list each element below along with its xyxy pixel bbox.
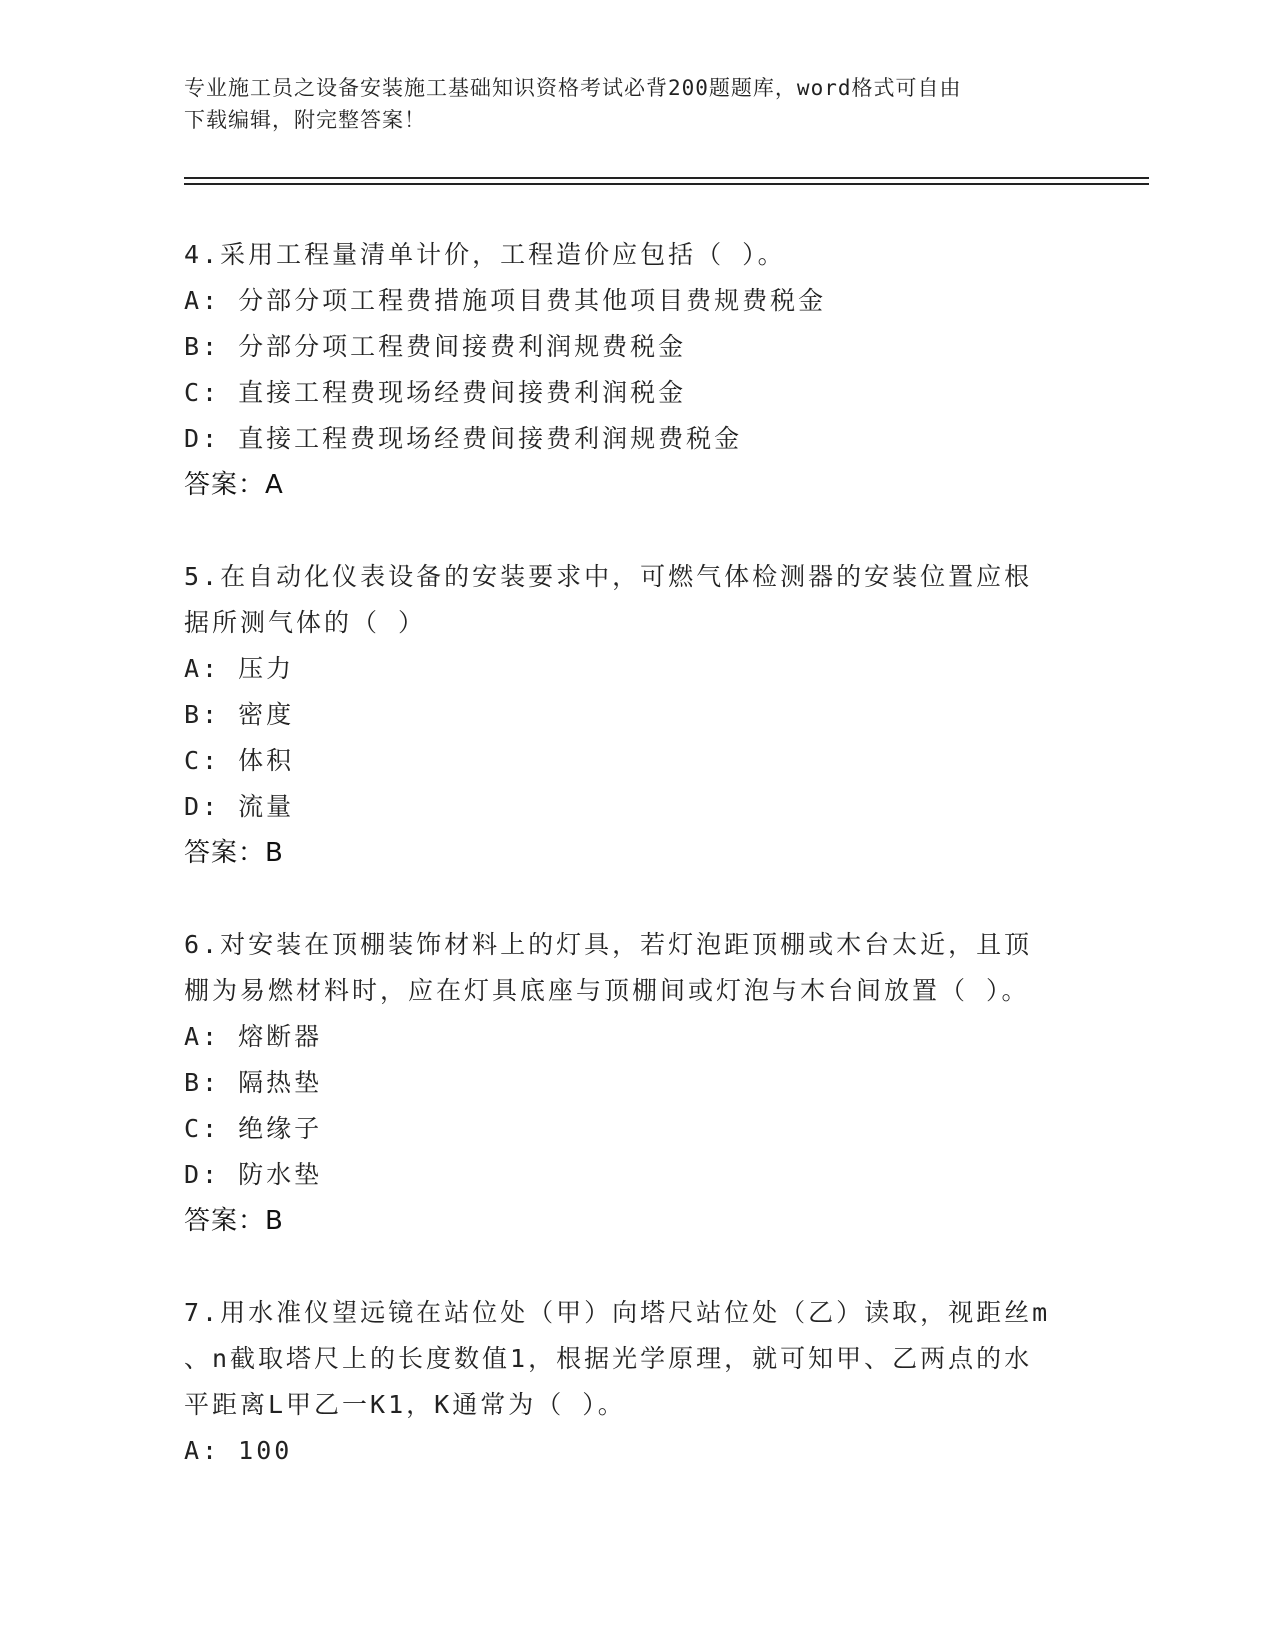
option-a: A: 分部分项工程费措施项目费其他项目费规费税金 — [184, 286, 827, 315]
option-b: B: 分部分项工程费间接费利润规费税金 — [184, 332, 687, 361]
question-stem: 据所测气体的（ ） — [184, 608, 427, 637]
answer-line: 答案：B — [184, 838, 284, 868]
option-c: C: 直接工程费现场经费间接费利润税金 — [184, 378, 687, 407]
spacer — [184, 508, 1084, 554]
option-b: B: 隔热垫 — [184, 1068, 323, 1097]
header-divider-top — [184, 177, 1149, 179]
answer-line: 答案：A — [184, 470, 284, 500]
question-stem: 平距离L甲乙一K1，K通常为（ ）。 — [184, 1390, 626, 1419]
document-header — [184, 72, 1064, 136]
question-5 — [184, 554, 1084, 876]
option-b: B: 密度 — [184, 700, 295, 729]
question-stem: 棚为易燃材料时，应在灯具底座与顶棚间或灯泡与木台间放置（ ）。 — [184, 976, 1030, 1005]
header-line-1: 专业施工员之设备安装施工基础知识资格考试必背200题题库，word格式可自由 — [184, 76, 962, 100]
question-6 — [184, 922, 1084, 1244]
option-d: D: 防水垫 — [184, 1160, 323, 1189]
answer-line: 答案：B — [184, 1206, 284, 1236]
question-stem: 5.在自动化仪表设备的安装要求中，可燃气体检测器的安装位置应根 — [184, 562, 1033, 591]
spacer — [184, 876, 1084, 922]
header-divider-bottom — [184, 183, 1149, 185]
option-c: C: 绝缘子 — [184, 1114, 323, 1143]
question-stem: 7.用水准仪望远镜在站位处（甲）向塔尺站位处（乙）读取，视距丝m — [184, 1298, 1051, 1327]
question-4 — [184, 232, 1084, 508]
question-list — [184, 232, 1084, 1474]
spacer — [184, 1244, 1084, 1290]
option-c: C: 体积 — [184, 746, 295, 775]
option-a: A: 压力 — [184, 654, 295, 683]
option-d: D: 流量 — [184, 792, 295, 821]
option-d: D: 直接工程费现场经费间接费利润规费税金 — [184, 424, 743, 453]
question-stem: 、n截取塔尺上的长度数值1，根据光学原理，就可知甲、乙两点的水 — [184, 1344, 1033, 1373]
question-stem: 6.对安装在顶棚装饰材料上的灯具，若灯泡距顶棚或木台太近，且顶 — [184, 930, 1033, 959]
question-7 — [184, 1290, 1084, 1474]
option-a: A: 熔断器 — [184, 1022, 323, 1051]
option-a: A: 100 — [184, 1436, 293, 1465]
question-stem: 4.采用工程量清单计价，工程造价应包括（ ）。 — [184, 240, 786, 269]
header-line-2: 下载编辑，附完整答案！ — [184, 108, 426, 132]
